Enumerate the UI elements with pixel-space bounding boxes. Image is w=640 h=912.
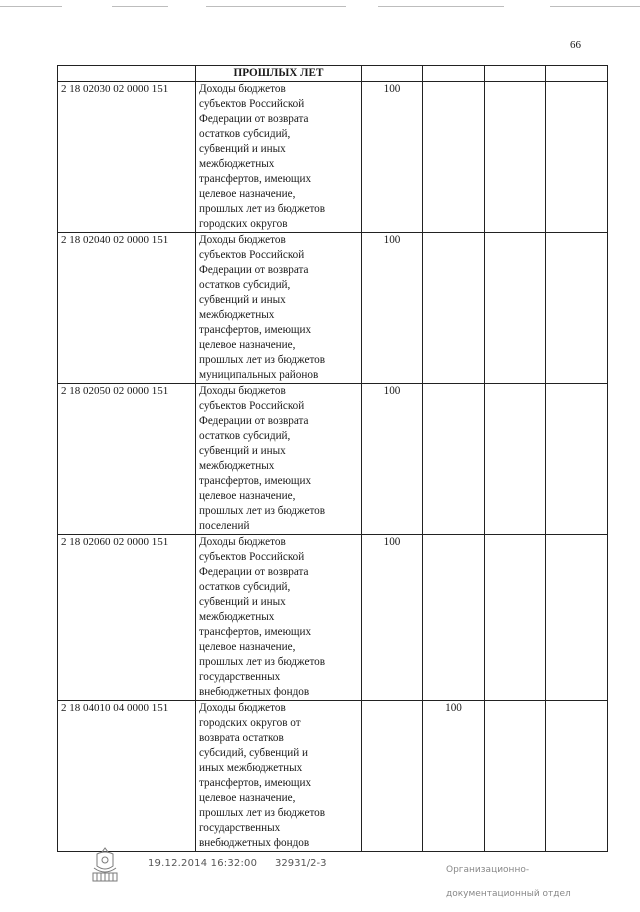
header-value-cell bbox=[423, 66, 485, 82]
scan-edge-marks bbox=[0, 6, 640, 8]
header-value-cell bbox=[485, 66, 546, 82]
description-line: поселений bbox=[199, 520, 250, 532]
description-line: городских округов от bbox=[199, 717, 301, 729]
header-value-cell bbox=[362, 66, 423, 82]
description-line: остатков субсидий, bbox=[199, 279, 291, 291]
income-description bbox=[196, 701, 362, 852]
description-line: субвенций и иных bbox=[199, 143, 286, 155]
description-line: внебюджетных фондов bbox=[199, 837, 310, 849]
description-line: Федерации от возврата bbox=[199, 566, 309, 578]
description-line: Федерации от возврата bbox=[199, 264, 309, 276]
value-cell: 100 bbox=[423, 701, 485, 852]
header-name-cell: ПРОШЛЫХ ЛЕТ bbox=[196, 66, 362, 82]
description-line: трансфертов, имеющих bbox=[199, 324, 312, 336]
budget-code: 2 18 02030 02 0000 151 bbox=[58, 82, 196, 233]
description-line: целевое назначение, bbox=[199, 641, 296, 653]
department-stamp bbox=[446, 852, 571, 912]
value-cell bbox=[546, 384, 608, 535]
registration-datetime: 19.12.2014 16:32:00 bbox=[148, 858, 258, 869]
budget-code: 2 18 02060 02 0000 151 bbox=[58, 535, 196, 701]
description-line: муниципальных районов bbox=[199, 369, 319, 381]
header-value-cell bbox=[546, 66, 608, 82]
value-cell: 100 bbox=[362, 535, 423, 701]
description-line: государственных bbox=[199, 671, 281, 683]
value-cell bbox=[362, 701, 423, 852]
description-line: целевое назначение, bbox=[199, 792, 296, 804]
value-cell: 100 bbox=[362, 82, 423, 233]
income-description bbox=[196, 82, 362, 233]
description-line: Федерации от возврата bbox=[199, 113, 309, 125]
description-line: субъектов Российской bbox=[199, 249, 305, 261]
budget-code: 2 18 04010 04 0000 151 bbox=[58, 701, 196, 852]
description-line: трансфертов, имеющих bbox=[199, 626, 312, 638]
table-row bbox=[58, 701, 608, 852]
description-line: межбюджетных bbox=[199, 460, 275, 472]
table-row bbox=[58, 82, 608, 233]
budget-code: 2 18 02050 02 0000 151 bbox=[58, 384, 196, 535]
description-line: остатков субсидий, bbox=[199, 430, 291, 442]
value-cell bbox=[423, 82, 485, 233]
description-line: трансфертов, имеющих bbox=[199, 475, 312, 487]
emblem-icon bbox=[88, 846, 122, 884]
description-line: целевое назначение, bbox=[199, 339, 296, 351]
table-row bbox=[58, 233, 608, 384]
description-line: прошлых лет из бюджетов bbox=[199, 807, 326, 819]
description-line: целевое назначение, bbox=[199, 490, 296, 502]
value-cell bbox=[546, 233, 608, 384]
table-header-row bbox=[58, 66, 608, 82]
description-line: Доходы бюджетов bbox=[199, 83, 286, 95]
description-line: трансфертов, имеющих bbox=[199, 173, 312, 185]
description-line: остатков субсидий, bbox=[199, 581, 291, 593]
description-line: межбюджетных bbox=[199, 611, 275, 623]
description-line: субвенций и иных bbox=[199, 294, 286, 306]
description-line: трансфертов, имеющих bbox=[199, 777, 312, 789]
value-cell bbox=[546, 535, 608, 701]
registration-number: 32931/2-3 bbox=[275, 858, 327, 869]
value-cell bbox=[423, 535, 485, 701]
income-description bbox=[196, 384, 362, 535]
description-line: внебюджетных фондов bbox=[199, 686, 310, 698]
income-description bbox=[196, 233, 362, 384]
description-line: прошлых лет из бюджетов bbox=[199, 354, 326, 366]
value-cell bbox=[423, 233, 485, 384]
description-line: межбюджетных bbox=[199, 309, 275, 321]
value-cell bbox=[485, 82, 546, 233]
value-cell: 100 bbox=[362, 384, 423, 535]
table-row bbox=[58, 384, 608, 535]
header-code-cell bbox=[58, 66, 196, 82]
table-row bbox=[58, 535, 608, 701]
description-line: остатков субсидий, bbox=[199, 128, 291, 140]
department-stamp-line: Организационно- bbox=[446, 865, 530, 875]
value-cell: 100 bbox=[362, 233, 423, 384]
description-line: целевое назначение, bbox=[199, 188, 296, 200]
document-footer bbox=[0, 846, 640, 899]
value-cell bbox=[485, 233, 546, 384]
description-line: субъектов Российской bbox=[199, 400, 305, 412]
description-line: Федерации от возврата bbox=[199, 415, 309, 427]
description-line: прошлых лет из бюджетов bbox=[199, 203, 326, 215]
description-line: субъектов Российской bbox=[199, 551, 305, 563]
description-line: Доходы бюджетов bbox=[199, 536, 286, 548]
value-cell bbox=[485, 535, 546, 701]
page-number: 66 bbox=[570, 39, 581, 51]
value-cell bbox=[485, 701, 546, 852]
value-cell bbox=[423, 384, 485, 535]
department-stamp-line: документационный отдел bbox=[446, 889, 571, 899]
description-line: возврата остатков bbox=[199, 732, 284, 744]
value-cell bbox=[485, 384, 546, 535]
description-line: субвенций и иных bbox=[199, 596, 286, 608]
description-line: государственных bbox=[199, 822, 281, 834]
description-line: прошлых лет из бюджетов bbox=[199, 656, 326, 668]
value-cell bbox=[546, 701, 608, 852]
description-line: субвенций и иных bbox=[199, 445, 286, 457]
description-line: межбюджетных bbox=[199, 158, 275, 170]
description-line: городских округов bbox=[199, 218, 288, 230]
description-line: субсидий, субвенций и bbox=[199, 747, 309, 759]
description-line: Доходы бюджетов bbox=[199, 234, 286, 246]
budget-table bbox=[57, 65, 608, 852]
value-cell bbox=[546, 82, 608, 233]
description-line: прошлых лет из бюджетов bbox=[199, 505, 326, 517]
description-line: Доходы бюджетов bbox=[199, 385, 286, 397]
description-line: субъектов Российской bbox=[199, 98, 305, 110]
budget-code: 2 18 02040 02 0000 151 bbox=[58, 233, 196, 384]
description-line: Доходы бюджетов bbox=[199, 702, 286, 714]
description-line: иных межбюджетных bbox=[199, 762, 303, 774]
income-description bbox=[196, 535, 362, 701]
